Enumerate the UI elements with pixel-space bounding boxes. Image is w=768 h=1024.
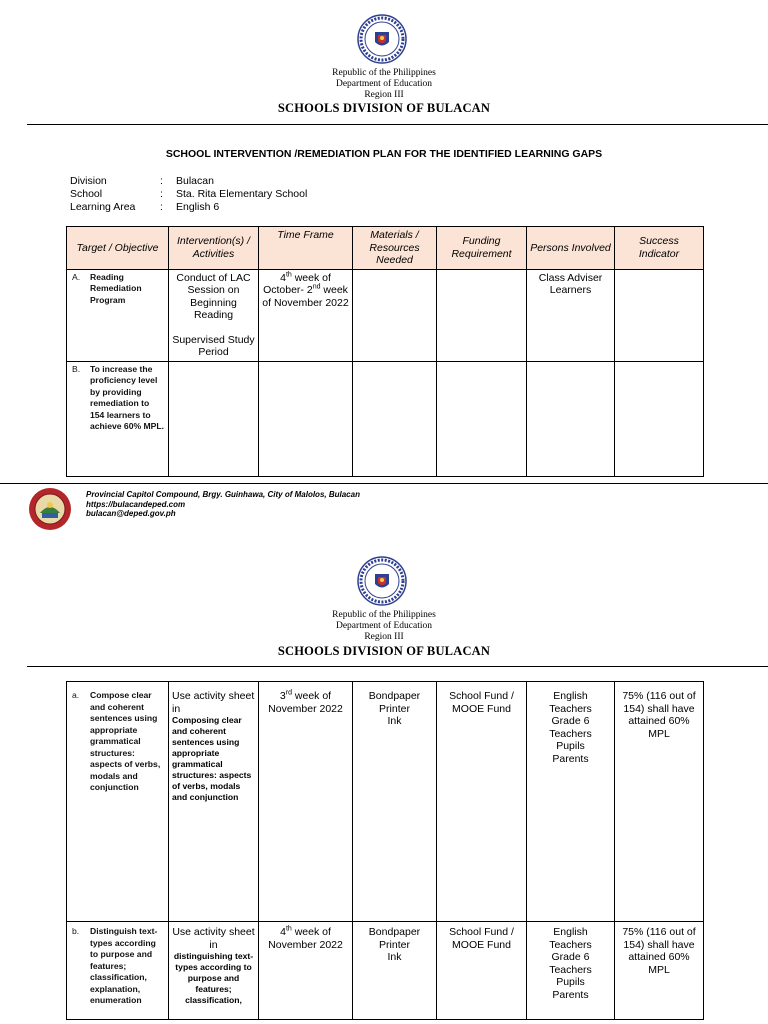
activity-text: Use activity sheet in <box>172 690 255 715</box>
info-value: English 6 <box>176 201 220 213</box>
info-label: School <box>70 188 103 200</box>
time-text: week of October- 2 <box>263 271 331 296</box>
time-sup: th <box>285 925 292 933</box>
material-item: Printer <box>379 938 410 951</box>
activity-text: Supervised Study Period <box>172 333 255 358</box>
objective-cell <box>67 682 169 922</box>
col-header-success: Success Indicator <box>615 227 704 270</box>
person-item: English <box>553 690 588 702</box>
materials-cell <box>353 922 437 1020</box>
plan-table-2 <box>66 681 704 1020</box>
header-region: Region III <box>364 632 404 642</box>
person-item: Grade 6 <box>551 715 590 727</box>
col-header-funding: Funding Requirement <box>437 227 527 270</box>
persons-cell <box>527 361 615 476</box>
header-division-title: SCHOOLS DIVISION OF BULACAN <box>277 101 491 115</box>
objective-letter: B. <box>72 363 81 374</box>
info-row-learning-area <box>70 201 470 214</box>
table-row <box>67 922 704 1020</box>
person-item: Teachers <box>549 938 592 951</box>
person-item: Teachers <box>549 727 592 740</box>
activity-detail: Composing clear and coherent sentences using appropriate grammatical structures: aspects of verbs, modals and conjunction <box>172 715 252 802</box>
deped-seal-icon <box>357 14 407 64</box>
material-item: Ink <box>387 715 402 727</box>
header-division-title: SCHOOLS DIVISION OF BULACAN <box>277 644 491 658</box>
person-item: Parents <box>552 988 589 1001</box>
time-sup: th <box>285 271 292 278</box>
material-item: Bondpaper <box>368 926 421 938</box>
header-region: Region III <box>364 90 404 100</box>
col-header-materials: Materials / Resources Needed <box>353 227 437 270</box>
col-header-target: Target / Objective <box>67 227 169 270</box>
activity-cell <box>169 269 259 361</box>
table-row <box>67 361 704 476</box>
plan-title: SCHOOL INTERVENTION /REMEDIATION PLAN FOR THE IDENTIFIED LEARNING GAPS <box>165 148 603 160</box>
objective-cell <box>67 922 169 1020</box>
plan-table-1 <box>66 226 704 477</box>
activity-cell <box>169 922 259 1020</box>
persons-text: Class Adviser Learners <box>538 271 603 296</box>
person-item: Pupils <box>556 976 585 988</box>
indicator-text: 75% (116 out of 154) shall have attained 60% MPL <box>622 926 696 976</box>
info-label: Division <box>70 175 107 187</box>
header-department: Department of Education <box>335 79 433 89</box>
objective-text: To increase the proficiency level by providing remediation to 154 learners to achieve 60% MPL. <box>90 363 165 431</box>
persons-cell <box>527 269 615 361</box>
info-sep: : <box>160 188 163 200</box>
persons-cell <box>527 682 615 922</box>
person-item: Pupils <box>556 740 585 752</box>
time-text: week of November 2022 <box>268 690 343 715</box>
objective-cell <box>67 269 169 361</box>
header-divider <box>27 666 768 667</box>
objective-text: Reading Remediation Program <box>90 271 142 305</box>
funding-cell <box>437 922 527 1020</box>
col-header-interventions: Intervention(s) / Activities <box>169 227 259 270</box>
info-sep: : <box>160 175 163 187</box>
funding-cell <box>437 361 527 476</box>
header-republic: Republic of the Philippines <box>332 610 436 620</box>
activity-detail: distinguishing text-types according to purpose and features; classification, <box>173 951 254 1005</box>
table-row <box>67 682 704 922</box>
funding-cell <box>437 682 527 922</box>
deped-seal-icon <box>357 556 407 606</box>
table-header-row <box>67 227 704 270</box>
info-row-division <box>70 175 470 188</box>
time-sup: nd <box>312 283 321 291</box>
time-frame-cell <box>259 682 353 922</box>
person-item: Grade 6 <box>551 951 590 963</box>
footer-contact <box>86 490 360 519</box>
footer-divider <box>0 483 768 484</box>
materials-cell <box>353 269 437 361</box>
activity-text: Conduct of LAC Session on Beginning Reading <box>176 271 251 321</box>
time-sup: rd <box>285 689 292 697</box>
time-text: 4 <box>280 926 286 938</box>
time-text: 4 <box>280 271 286 284</box>
col-header-persons: Persons Involved <box>527 227 615 270</box>
info-value: Bulacan <box>176 175 214 187</box>
info-sep: : <box>160 201 163 213</box>
funding-text: School Fund / MOOE Fund <box>449 926 514 951</box>
indicator-cell <box>615 361 704 476</box>
info-row-school <box>70 188 470 201</box>
objective-letter: a. <box>72 690 80 700</box>
persons-cell <box>527 922 615 1020</box>
activity-cell <box>169 361 259 476</box>
objective-letter: b. <box>72 926 80 936</box>
activity-text: Use activity sheet in <box>172 926 255 951</box>
indicator-text: 75% (116 out of 154) shall have attained 60% MPL <box>622 690 696 740</box>
indicator-cell <box>615 269 704 361</box>
objective-text: Compose clear and coherent sentences using appropriate grammatical structures: aspects of verbs, modals and conjunction <box>90 690 161 792</box>
header-divider <box>27 124 768 125</box>
activity-cell <box>169 682 259 922</box>
table-row <box>67 269 704 361</box>
time-text: 3 <box>279 690 286 702</box>
time-text: week of November 2022 <box>268 926 343 951</box>
material-item: Printer <box>379 702 410 715</box>
footer-website: https://bulacandeped.com <box>86 499 186 509</box>
time-frame-cell <box>259 269 353 361</box>
person-item: Teachers <box>549 702 592 715</box>
material-item: Ink <box>387 951 402 963</box>
objective-letter: A. <box>72 271 81 282</box>
materials-cell <box>353 361 437 476</box>
objective-text: Distinguish text-types according to purpose and features; classification, explanation, enumeration <box>90 926 158 1005</box>
materials-cell <box>353 682 437 922</box>
material-item: Bondpaper <box>368 690 421 702</box>
bulacan-division-logo-icon <box>28 487 72 531</box>
funding-text: School Fund / MOOE Fund <box>449 690 514 715</box>
info-label: Learning Area <box>70 201 136 213</box>
footer-address: Provincial Capitol Compound, Brgy. Guinhawa, City of Malolos, Bulacan <box>86 490 360 499</box>
time-frame-cell <box>259 361 353 476</box>
person-item: Parents <box>552 752 589 765</box>
header-republic: Republic of the Philippines <box>332 68 436 78</box>
header-department: Department of Education <box>335 621 433 631</box>
indicator-cell <box>615 922 704 1020</box>
col-header-time-frame: Time Frame <box>259 227 353 270</box>
person-item: English <box>553 926 588 938</box>
objective-cell <box>67 361 169 476</box>
time-frame-cell <box>259 922 353 1020</box>
person-item: Teachers <box>549 963 592 976</box>
funding-cell <box>437 269 527 361</box>
indicator-cell <box>615 682 704 922</box>
time-text: week of November 2022 <box>262 284 349 309</box>
info-value: Sta. Rita Elementary School <box>176 188 308 200</box>
footer-email: bulacan@deped.gov.ph <box>86 509 176 518</box>
